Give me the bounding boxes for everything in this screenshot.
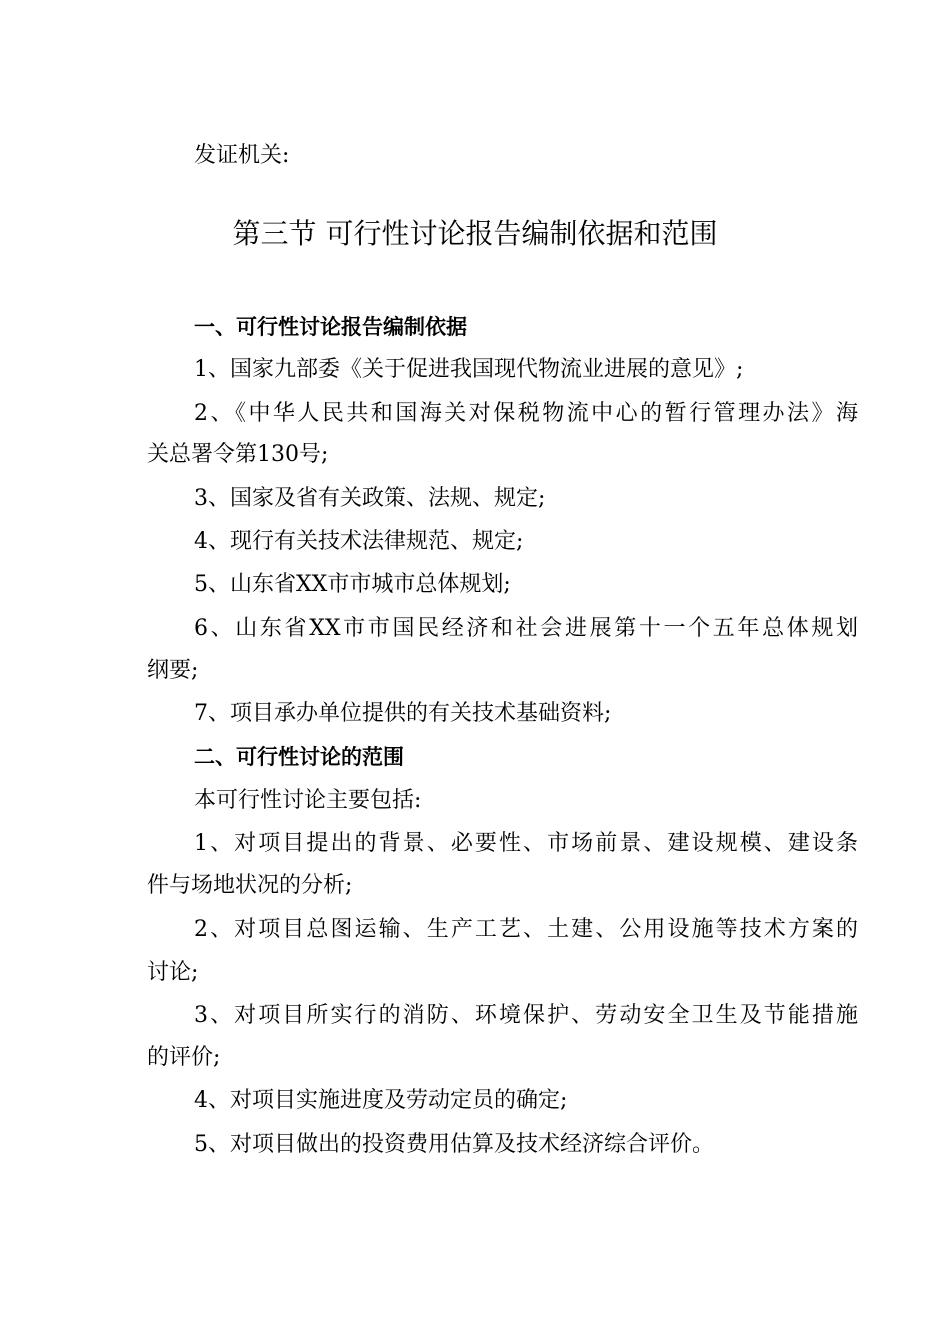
scope-intro: 本可行性讨论主要包括: (194, 788, 422, 813)
basis-item-1: 1、国家九部委《关于促进我国现代物流业进展的意见》; (194, 357, 744, 382)
section-title: 第三节 可行性讨论报告编制依据和范围 (232, 217, 718, 250)
basis-item-2-continued: 关总署令第130号; (147, 442, 329, 467)
scope-heading: 二、可行性讨论的范围 (194, 745, 404, 769)
basis-item-2: 2、《中华人民共和国海关对保税物流中心的暂行管理办法》海 (194, 401, 858, 426)
basis-item-7: 7、项目承办单位提供的有关技术基础资料; (194, 701, 612, 726)
basis-item-3: 3、国家及省有关政策、法规、规定; (194, 486, 546, 511)
scope-item-2-continued: 讨论; (147, 960, 199, 985)
scope-item-3: 3、对项目所实行的消防、环境保护、劳动安全卫生及节能措施 (194, 1003, 858, 1028)
scope-item-1-continued: 件与场地状况的分析; (147, 873, 353, 898)
scope-item-4: 4、对项目实施进度及劳动定员的确定; (194, 1088, 568, 1113)
basis-item-6: 6、山东省XX市市国民经济和社会进展第十一个五年总体规划 (194, 616, 858, 641)
issuer-label: 发证机关: (194, 143, 290, 168)
scope-item-1: 1、对项目提出的背景、必要性、市场前景、建设规模、建设条 (194, 831, 858, 856)
basis-item-6-continued: 纲要; (147, 658, 199, 683)
basis-item-5: 5、山东省XX市市城市总体规划; (194, 572, 511, 597)
basis-heading: 一、可行性讨论报告编制依据 (194, 315, 467, 339)
basis-item-4: 4、现行有关技术法律规范、规定; (194, 529, 524, 554)
scope-item-5: 5、对项目做出的投资费用估算及技术经济综合评价。 (194, 1132, 714, 1157)
scope-item-3-continued: 的评价; (147, 1045, 221, 1070)
scope-item-2: 2、对项目总图运输、生产工艺、土建、公用设施等技术方案的 (194, 917, 858, 942)
